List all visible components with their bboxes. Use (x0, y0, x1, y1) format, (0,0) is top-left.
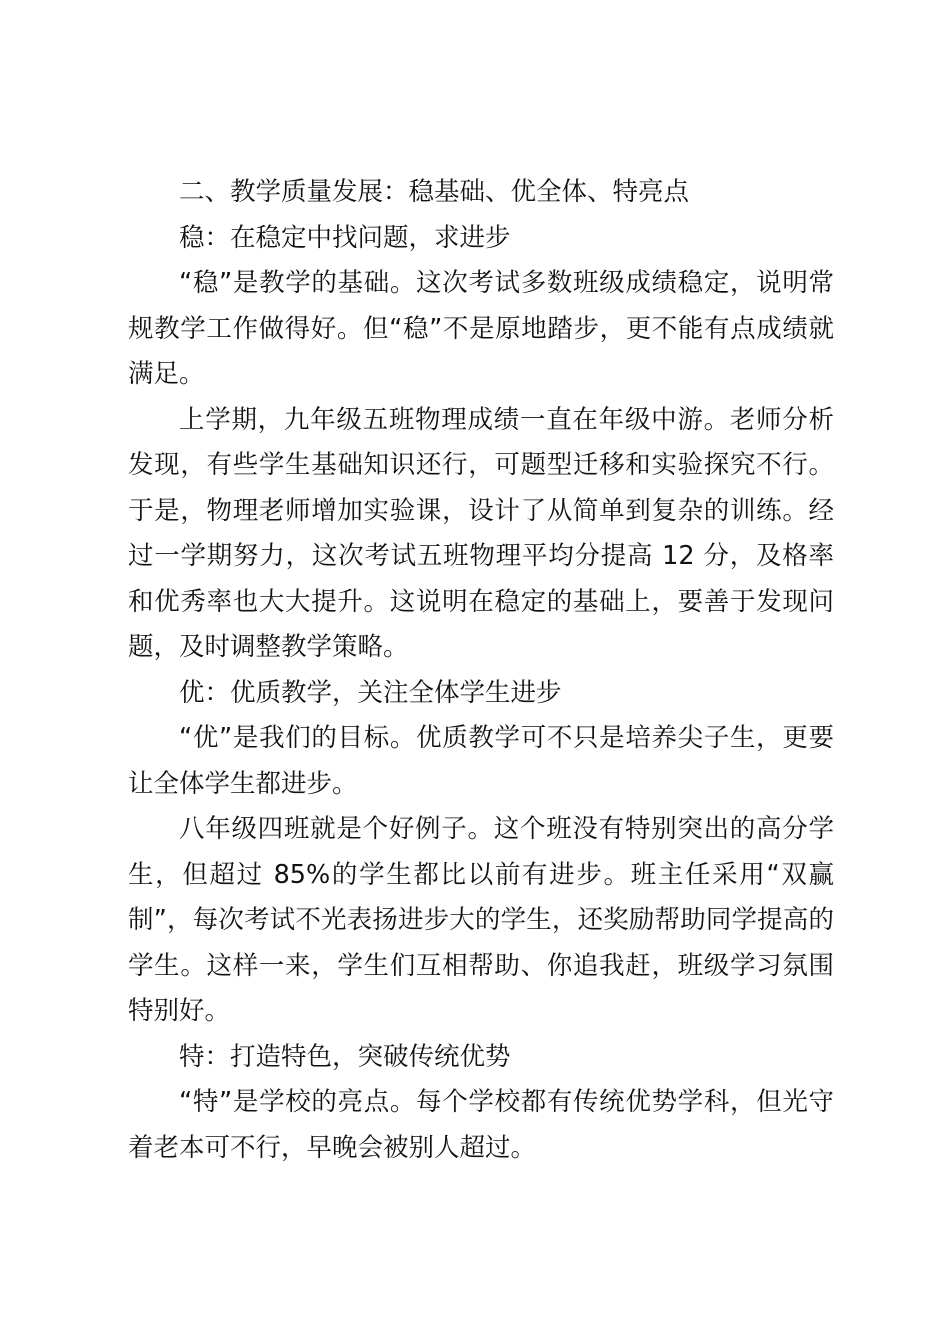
paragraph-excellent-intro: “优”是我们的目标。优质教学可不只是培养尖子生，更要让全体学生都进步。 (128, 723, 834, 799)
subheading-excellent: 优：优质教学，关注全体学生进步 (179, 677, 562, 708)
subheading-stable: 稳：在稳定中找问题，求进步 (179, 222, 511, 253)
document-body (128, 170, 834, 1171)
paragraph-special-intro: “特”是学校的亮点。每个学校都有传统优势学科，但光守着老本可不行，早晚会被别人超过。 (128, 1087, 834, 1163)
paragraph-stable-intro: “稳”是教学的基础。这次考试多数班级成绩稳定，说明常规教学工作做得好。但“稳”不是原地踏步，更不能有点成绩就满足。 (128, 268, 834, 389)
paragraph-excellent-example: 八年级四班就是个好例子。这个班没有特别突出的高分学生，但超过 85%的学生都比以前有进步。班主任采用“双赢制”，每次考试不光表扬进步大的学生，还奖励帮助同学提高的学生。这样一来，学生们互相帮助、你追我赶，班级学习氛围特别好。 (128, 814, 834, 1026)
paragraph-stable-example: 上学期，九年级五班物理成绩一直在年级中游。老师分析发现，有些学生基础知识还行，可题型迁移和实验探究不行。于是，物理老师增加实验课，设计了从简单到复杂的训练。经过一学期努力，这次考试五班物理平均分提高 12 分，及格率和优秀率也大大提升。这说明在稳定的基础上，要善于发现问题，及时调整教学策略。 (128, 404, 834, 662)
section-heading: 二、教学质量发展：稳基础、优全体、特亮点 (179, 177, 690, 207)
subheading-special: 特：打造特色，突破传统优势 (179, 1041, 511, 1072)
